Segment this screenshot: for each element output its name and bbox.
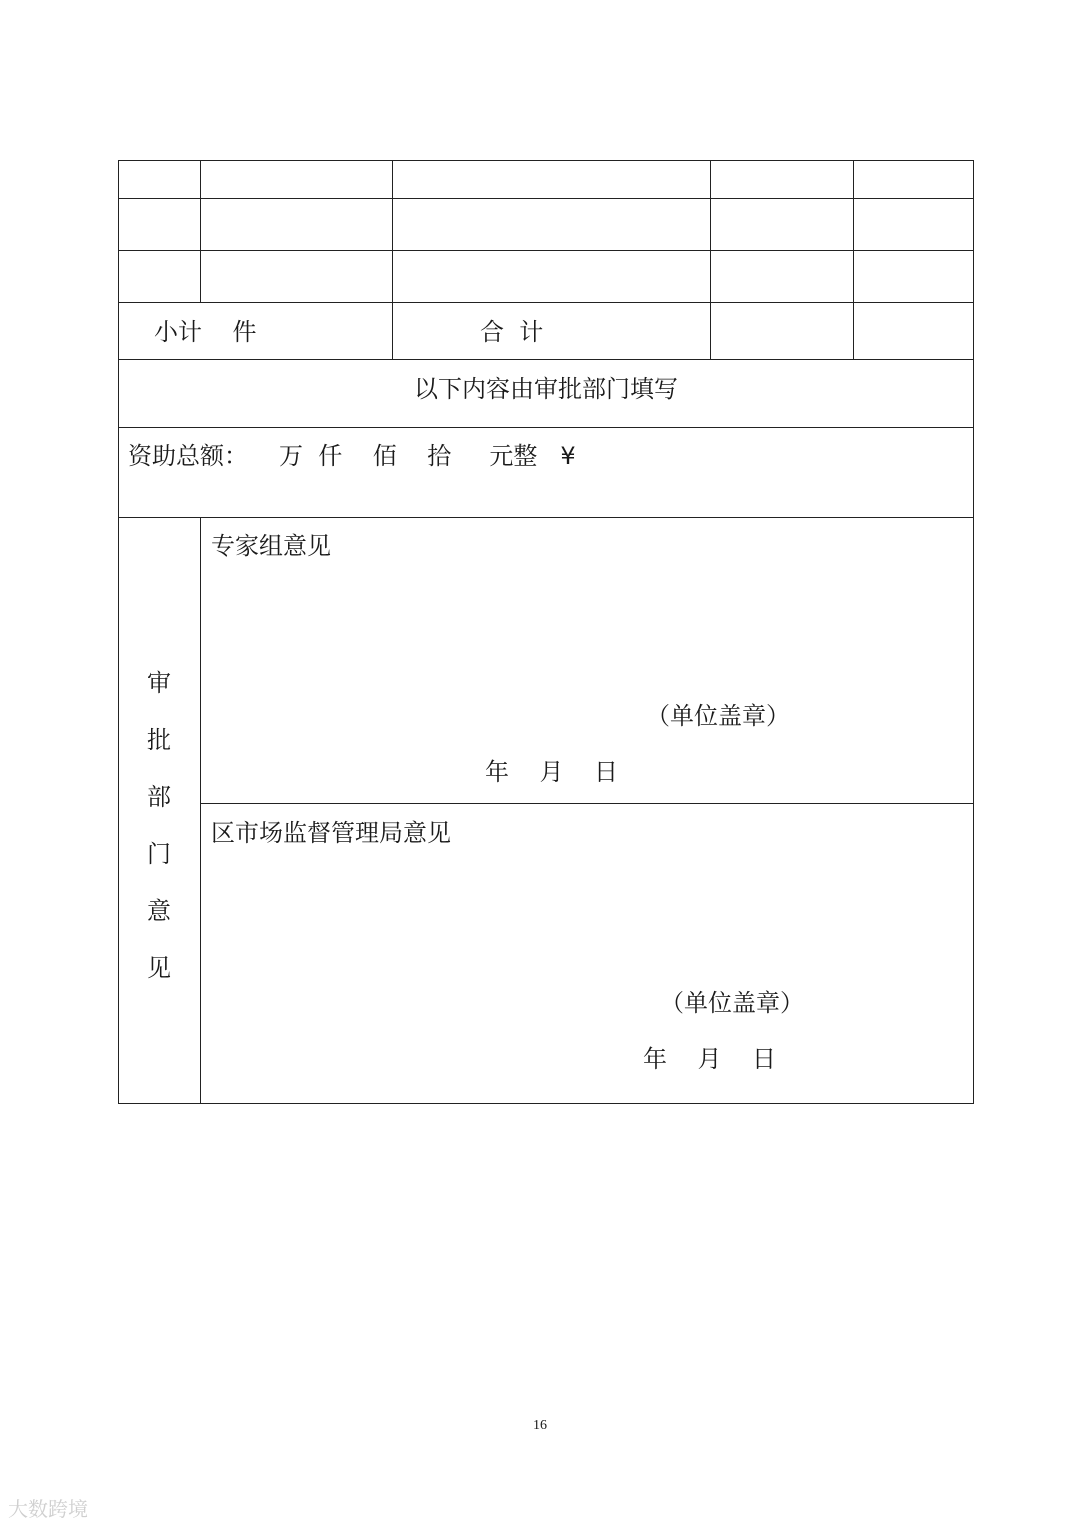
table-cell[interactable] (201, 199, 392, 250)
table-cell[interactable] (201, 161, 392, 198)
table-cell[interactable] (711, 199, 853, 250)
funding-amount-units[interactable]: 万 仟 佰 拾 元整 ¥ (279, 442, 576, 470)
approval-department-opinion-label (118, 655, 200, 997)
bureau-opinion-area[interactable] (201, 804, 973, 1103)
table-cell[interactable] (119, 161, 200, 198)
vertical-char: 见 (147, 954, 171, 982)
table-cell[interactable] (393, 199, 710, 250)
table-cell[interactable] (393, 161, 710, 198)
vertical-char: 部 (147, 783, 171, 811)
bureau-seal-label: （单位盖章） (660, 989, 804, 1017)
table-cell[interactable] (393, 251, 710, 302)
vertical-char: 批 (147, 726, 171, 754)
bureau-opinion-title: 区市场监督管理局意见 (211, 819, 451, 847)
table-cell[interactable] (201, 251, 392, 302)
table-cell[interactable] (711, 161, 853, 198)
row-divider (118, 359, 974, 360)
expert-opinion-title: 专家组意见 (211, 532, 331, 560)
table-cell[interactable] (711, 251, 853, 302)
watermark: 大数跨境 (8, 1497, 88, 1521)
total-value-cell[interactable] (854, 303, 973, 359)
table-cell[interactable] (119, 199, 200, 250)
expert-date-label: 年 月 日 (485, 758, 619, 786)
approval-section-header: 以下内容由审批部门填写 (414, 375, 678, 403)
page-number: 16 (533, 1418, 547, 1433)
vertical-char: 意 (147, 897, 171, 925)
total-label: 合 计 (480, 318, 544, 346)
table-cell[interactable] (854, 199, 973, 250)
table-cell[interactable] (119, 251, 200, 302)
total-value-cell[interactable] (711, 303, 853, 359)
bureau-date-label: 年 月 日 (643, 1045, 777, 1073)
vertical-char: 审 (147, 669, 171, 697)
funding-total-label: 资助总额： (128, 442, 248, 470)
subtotal-label: 小计 件 (154, 318, 257, 346)
vertical-char: 门 (147, 840, 171, 868)
table-cell[interactable] (854, 251, 973, 302)
table-cell[interactable] (854, 161, 973, 198)
expert-seal-label: （单位盖章） (646, 702, 790, 730)
row-divider (118, 427, 974, 428)
table-border-bottom (118, 1103, 974, 1104)
